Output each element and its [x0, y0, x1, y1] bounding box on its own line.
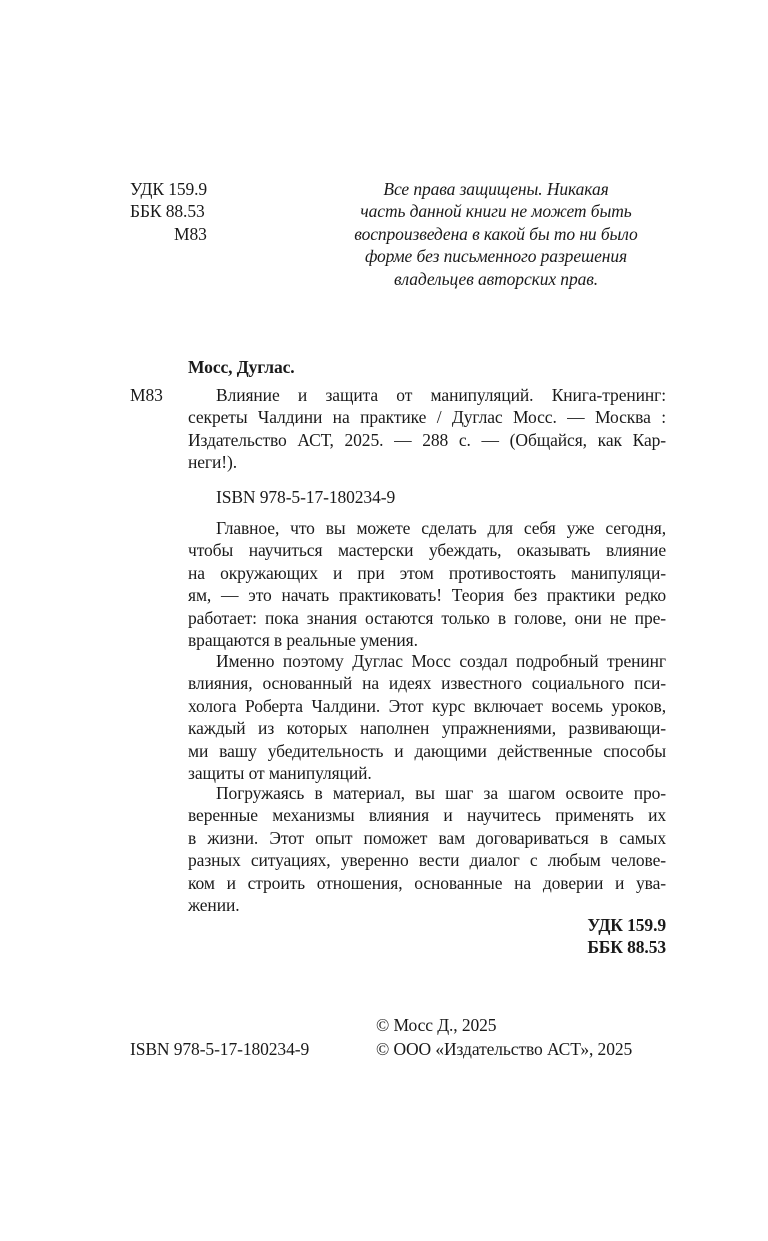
description-line: секреты Чалдини на практике / Дуглас Мосс. — Москва : [188, 407, 666, 428]
author-mark: М83 [174, 223, 207, 244]
annotation-paragraph-3 [188, 782, 666, 916]
paragraph-line: холога Роберта Чалдини. Этот курс включает восемь уроков, [188, 695, 666, 716]
copyright-notices [376, 1014, 632, 1062]
description-line: Издательство АСТ, 2025. — 288 с. — (Общайся, как Кар- [188, 429, 666, 450]
paragraph-line: защиты от манипуляций. [188, 762, 372, 783]
paragraph-line: ми вашу убедительность и дающими действенные способы [188, 740, 666, 761]
classification-codes-top [130, 178, 230, 245]
udk-code: УДК 159.9 [130, 179, 208, 199]
paragraph-line: на окружающих и при этом противостоять манипуляци- [188, 562, 666, 583]
rights-notice [300, 178, 692, 290]
classification-codes-bottom [430, 914, 666, 959]
rights-line: форме без письменного разрешения [364, 246, 628, 267]
description-line: неги!). [188, 452, 238, 473]
description-line: Влияние и защита от манипуляций. Книга-тренинг: [216, 385, 666, 405]
paragraph-line: в жизни. Этот опыт поможет вам договариваться в самых [188, 827, 666, 848]
copyright-author: © Мосс Д., 2025 [376, 1015, 497, 1035]
paragraph-line: Главное, что вы можете сделать для себя уже сегодня, [216, 518, 666, 538]
paragraph-line: ком и строить отношения, основанные на доверии и ува- [188, 872, 666, 893]
udk-code-bottom: УДК 159.9 [587, 915, 666, 935]
bbk-code: ББК 88.53 [130, 201, 205, 222]
annotation-paragraph-1 [188, 517, 666, 651]
paragraph-line: разных ситуациях, уверенно вести диалог с любым челове- [188, 850, 666, 871]
rights-line: владельцев авторских прав. [393, 268, 599, 289]
bibliographic-description [188, 384, 666, 474]
isbn-record: ISBN 978-5-17-180234-9 [216, 487, 396, 507]
paragraph-line: ям, — это начать практиковать! Теория без практики редко [188, 585, 666, 606]
rights-line: Все права защищены. Никакая [383, 179, 609, 199]
bbk-code-bottom: ББК 88.53 [587, 937, 666, 958]
paragraph-line: работает: пока знания остаются только в голове, они не пре- [188, 607, 666, 628]
paragraph-line: жении. [188, 894, 240, 915]
copyright-publisher: © ООО «Издательство АСТ», 2025 [376, 1039, 633, 1059]
isbn-bottom: ISBN 978-5-17-180234-9 [130, 1039, 310, 1059]
paragraph-line: чтобы научиться мастерски убеждать, оказывать влияние [188, 540, 666, 561]
paragraph-line: влияния, основанный на идеях известного социального пси- [188, 673, 666, 694]
paragraph-line: каждый из которых наполнен упражнениями, развивающи- [188, 718, 666, 739]
paragraph-line: вращаются в реальные умения. [188, 629, 418, 650]
annotation-paragraph-2 [188, 650, 666, 784]
rights-line: часть данной книги не может быть [360, 201, 632, 222]
paragraph-line: Именно поэтому Дуглас Мосс создал подробный тренинг [216, 651, 666, 671]
rights-line: воспроизведена в какой бы то ни было [354, 223, 638, 244]
author-mark-left: М83 [130, 385, 163, 405]
paragraph-line: Погружаясь в материал, вы шаг за шагом освоите про- [216, 783, 666, 803]
author-heading: Мосс, Дуглас. [188, 357, 295, 377]
paragraph-line: веренные механизмы влияния и научитесь применять их [188, 805, 666, 826]
